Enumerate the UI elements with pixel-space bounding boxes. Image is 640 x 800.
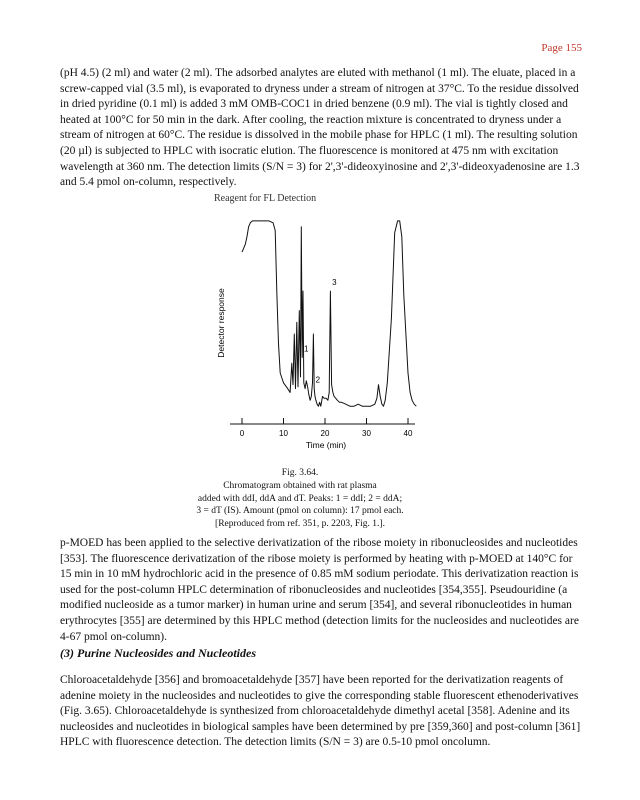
- chromatogram-chart: [210, 205, 430, 450]
- paragraph-2: p-MOED has been applied to the selective derivatization of the ribose moiety in ribonucleosides and nucleotides [353]. The fluorescence derivatization of the ribose moiety is performed by heating with p-MOED at 140°C for 15 min in 10 mM hydrochloric acid in the presence of 0.85 mM sodium periodate. This derivatization reaction is used for the post-column HPLC determination of ribonucleosides and nucleotides [354,355]. Pseudouridine (a modified nucleoside as a tumor marker) in human urine and serum [354], and several ribonucleotides in human erythrocytes [355] are determined by this HPLC method (detection limits for the nucleosides and nucleotides are 4-67 pmol on-column).: [60, 537, 579, 643]
- caption-line: [Reproduced from ref. 351, p. 2203, Fig. 1.].: [215, 519, 385, 530]
- x-tick-label: 30: [362, 429, 371, 438]
- tick-layer: [240, 418, 413, 438]
- x-tick-label: 0: [239, 429, 245, 438]
- x-tick-label: 10: [279, 429, 288, 438]
- paragraph-3: Chloroacetaldehyde [356] and bromoacetaldehyde [357] have been reported for the derivatization reagents of adenine moiety in the nucleosides and nucleotides to give the corresponding stable fluorescent ethenoderivatives (Fig. 3.65). Chloroacetaldehyde is synthesized from chloroacetaldehyde dimethyl acetal [358]. Adenine and its nucleosides and nucleotides in biological samples have been determined by pre [359,360] and post-column [361] HPLC with fluorescence detection. The detection limits (S/N = 3) are 0.5-10 pmol oncolumn.: [60, 674, 581, 749]
- paragraph-1: (pH 4.5) (2 ml) and water (2 ml). The adsorbed analytes are eluted with methanol (1 ml). The eluate, placed in a screw-capped vial (3.5 ml), is evaporated to dryness under a stream of nitrogen at 37°C. To the residue dissolved in dried pyridine (0.1 ml) is added 3 mM OMB-COC1 in dried benzene (0.9 ml). The vial is tightly closed and heated at 100°C for 50 min in the dark. After cooling, the reaction mixture is concentrated to dryness under a stream of nitrogen at 60°C. The residue is dissolved in the mobile phase for HPLC (1 ml). The resulting solution (20 µl) is subjected to HPLC with isocratic elution. The fluorescence is monitored at 475 nm with excitation wavelength at 360 nm. The detection limits (S/N = 3) for 2',3'-dideoxyinosine and 2',3'-dideoxyadenosine are 1.3 and 5.4 pmol on-column, respectively.: [60, 67, 580, 189]
- section-heading: (3) Purine Nucleosides and Nucleotides: [60, 646, 256, 660]
- axis-layer: [216, 288, 415, 450]
- caption-line: 3 = dT (IS). Amount (pmol on column): 17 pmol each.: [196, 506, 404, 517]
- caption-line: Fig. 3.64.: [281, 468, 319, 478]
- x-tick-label: 20: [320, 429, 330, 438]
- chromatogram-trace: [242, 221, 416, 406]
- page-number: Page 155: [541, 42, 582, 54]
- peak-label-layer: [304, 278, 337, 385]
- x-tick-label: 40: [403, 429, 413, 438]
- peak-label: 1: [303, 344, 309, 354]
- y-axis-label: Detector response: [216, 288, 226, 358]
- caption-line: added with ddI, ddA and dT. Peaks: 1 = ddI; 2 = ddA;: [197, 493, 403, 504]
- peak-label: 3: [332, 278, 337, 288]
- figure-caption: [150, 467, 450, 531]
- caption-line: Chromatogram obtained with rat plasma: [223, 480, 377, 491]
- trace-layer: [242, 221, 416, 406]
- figure-title: Reagent for FL Detection: [214, 193, 317, 204]
- x-axis-label: Time (min): [305, 440, 347, 450]
- peak-label: 2: [315, 375, 321, 385]
